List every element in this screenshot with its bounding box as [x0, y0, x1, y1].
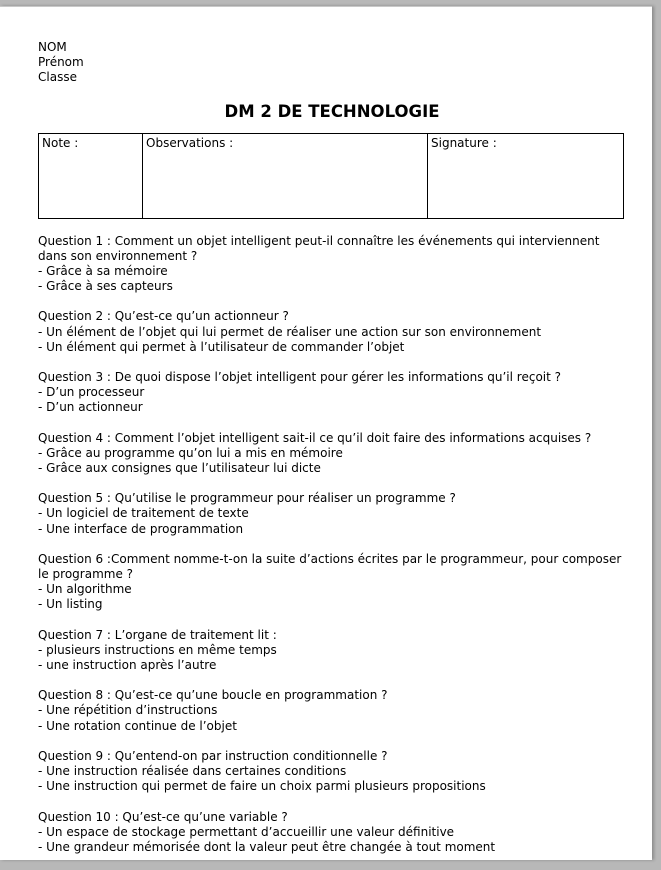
question-list	[38, 234, 626, 856]
question-block	[38, 309, 626, 355]
grade-table	[38, 133, 624, 219]
answer-option: - Une instruction réalisée dans certaines conditions	[38, 764, 347, 779]
question-block	[38, 749, 626, 795]
answer-option: - Grâce aux consignes que l’utilisateur lui dicte	[38, 461, 321, 476]
observations-cell: Observations :	[143, 133, 428, 218]
answer-option: - Grâce au programme qu’on lui a mis en mémoire	[38, 445, 343, 460]
question-text: Question 1 : Comment un objet intelligent peut-il connaître les événements qui interviennent dans son environnement ?	[38, 233, 600, 263]
question-text: Question 5 : Qu’utilise le programmeur pour réaliser un programme ?	[38, 491, 456, 506]
first-name-label: Prénom	[38, 55, 84, 70]
answer-option: - Un listing	[38, 597, 103, 612]
question-block	[38, 628, 626, 674]
answer-option: - Grâce à ses capteurs	[38, 279, 173, 294]
note-cell: Note :	[39, 133, 143, 218]
document-title: DM 2 DE TECHNOLOGIE	[224, 101, 440, 121]
question-text: Question 4 : Comment l’objet intelligent sait-il ce qu’il doit faire des informations acquises ?	[38, 430, 592, 445]
answer-option: - Une rotation continue de l’objet	[38, 718, 237, 733]
question-block	[38, 491, 626, 537]
name-label: NOM	[38, 40, 67, 54]
question-text: Question 2 : Qu’est-ce qu’un actionneur ?	[38, 309, 289, 324]
question-text: Question 10 : Qu’est-ce qu’une variable ?	[38, 809, 288, 824]
question-text: Question 7 : L’organe de traitement lit :	[38, 627, 277, 642]
answer-option: - Un algorithme	[38, 582, 132, 597]
answer-option: - une instruction après l’autre	[38, 658, 217, 673]
answer-option: - Une instruction qui permet de faire un choix parmi plusieurs propositions	[38, 779, 486, 794]
answer-option: - Grâce à sa mémoire	[38, 264, 168, 279]
page-content	[38, 40, 626, 870]
answer-option: - Une interface de programmation	[38, 521, 244, 536]
answer-option: - D’un actionneur	[38, 400, 143, 415]
answer-option: - D’un processeur	[38, 385, 145, 400]
question-block	[38, 552, 626, 613]
question-block	[38, 234, 626, 295]
answer-option: - Une grandeur mémorisée dont la valeur peut être changée à tout moment	[38, 839, 496, 854]
question-text: Question 3 : De quoi dispose l’objet intelligent pour gérer les informations qu’il reçoit ?	[38, 370, 562, 385]
answer-option: - Une répétition d’instructions	[38, 703, 218, 718]
answer-option: - Un élément de l’objet qui lui permet de réaliser une action sur son environnement	[38, 324, 542, 339]
answer-option: - Un élément qui permet à l’utilisateur de commander l’objet	[38, 339, 405, 354]
document-page	[0, 6, 652, 860]
question-block	[38, 688, 626, 734]
question-text: Question 6 :Comment nomme-t-on la suite d’actions écrites par le programmeur, pour composer le programme ?	[38, 551, 622, 582]
question-text: Question 8 : Qu’est-ce qu’une boucle en programmation ?	[38, 688, 388, 703]
question-block	[38, 431, 626, 477]
question-text: Question 9 : Qu’entend-on par instruction conditionnelle ?	[38, 748, 388, 763]
answer-option: - plusieurs instructions en même temps	[38, 642, 277, 657]
class-label: Classe	[38, 70, 77, 85]
signature-cell: Signature :	[428, 133, 624, 218]
answer-option: - Un espace de stockage permettant d’accueillir une valeur définitive	[38, 824, 455, 839]
answer-option: - Un logiciel de traitement de texte	[38, 506, 249, 521]
question-block	[38, 810, 626, 856]
question-block	[38, 370, 626, 416]
